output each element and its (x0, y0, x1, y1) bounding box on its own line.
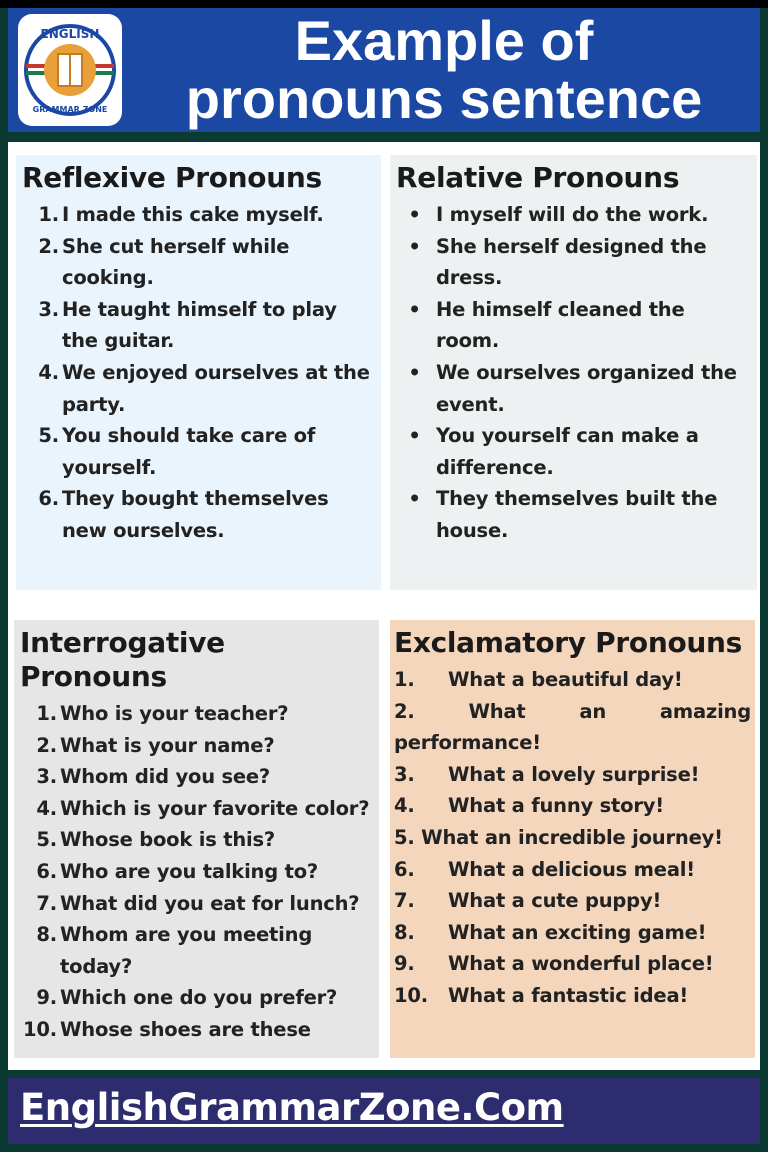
section-heading: Exclamatory Pronouns (394, 626, 743, 659)
item-text: What a cute puppy! (448, 889, 662, 913)
list-item (20, 982, 375, 1014)
item-text: What a funny story! (448, 794, 664, 818)
list-item (396, 231, 753, 294)
item-number: 4. (36, 796, 57, 820)
list-item (394, 759, 751, 791)
item-text: What a wonderful place! (448, 952, 714, 976)
item-number: 8. (394, 920, 415, 944)
list-item (20, 919, 375, 982)
item-text: Whose book is this? (60, 828, 276, 852)
item-number: 10. (23, 1017, 57, 1041)
list-item (22, 199, 377, 231)
list-item: 2. What an amazing performance! (394, 699, 751, 755)
list-item (396, 420, 753, 483)
list-item (20, 888, 375, 920)
list-item (394, 885, 751, 917)
item-number: • (408, 234, 421, 258)
list-item (20, 856, 375, 888)
item-number: 6. (36, 859, 57, 883)
item-text: What an exciting game! (448, 920, 707, 944)
item-text: What did you eat for lunch? (60, 891, 360, 915)
list-item (394, 917, 751, 949)
item-text: What is your name? (60, 733, 275, 757)
english-grammar-zone-logo (18, 14, 122, 126)
list-item (394, 854, 751, 886)
item-number: • (408, 297, 421, 321)
item-text: Which is your favorite color? (60, 796, 370, 820)
item-text: We enjoyed ourselves at the party. (62, 360, 370, 416)
title-line-2: pronouns sentence (185, 67, 703, 130)
item-text: She herself designed the dress. (436, 234, 707, 290)
item-text: I myself will do the work. (436, 203, 709, 226)
section-heading: Interrogative Pronouns (20, 626, 225, 693)
section-heading: Relative Pronouns (396, 161, 680, 194)
list-item (22, 420, 377, 483)
item-text: What a lovely surprise! (448, 762, 700, 786)
interrogative-panel (14, 620, 379, 1058)
list-item (22, 357, 377, 420)
reflexive-panel (16, 155, 381, 590)
list-item (396, 357, 753, 420)
list-item (20, 1014, 375, 1046)
list-item (20, 793, 375, 825)
item-number: • (408, 487, 421, 511)
list-item: 5. What an incredible journey! (394, 825, 723, 849)
list-item (394, 980, 751, 1012)
item-text: What a fantastic idea! (448, 983, 689, 1007)
title-line-1: Example of (294, 9, 594, 72)
list-item (22, 294, 377, 357)
svg-text:ENGLISH: ENGLISH (40, 27, 100, 41)
item-number: 3. (38, 297, 59, 321)
item-text: What a delicious meal! (448, 857, 695, 881)
item-number: 1. (38, 203, 59, 226)
item-text: What a beautiful day! (448, 668, 683, 691)
item-number: 2. (36, 733, 57, 757)
item-number: • (408, 424, 421, 448)
item-number: 4. (38, 360, 59, 384)
header-banner (8, 8, 760, 132)
item-text: I made this cake myself. (62, 203, 324, 226)
item-text: We ourselves organized the event. (436, 360, 737, 416)
item-number: 4. (394, 794, 415, 818)
item-number: 9. (36, 986, 57, 1010)
item-text: She cut herself while cooking. (62, 234, 290, 290)
list-item (396, 483, 753, 546)
section-heading: Reflexive Pronouns (22, 161, 322, 194)
item-number: 2. (38, 234, 59, 258)
list-item (20, 761, 375, 793)
item-number: 8. (36, 923, 57, 947)
relative-panel (390, 155, 757, 590)
item-number: 6. (394, 857, 415, 881)
item-number: 7. (394, 889, 415, 913)
item-number: 6. (38, 487, 59, 511)
item-text: Who is your teacher? (60, 702, 289, 725)
item-text: Which one do you prefer? (60, 986, 338, 1010)
item-text: You should take care of yourself. (62, 424, 316, 479)
item-number: 9. (394, 952, 415, 976)
list-item (22, 231, 377, 294)
item-number: • (408, 360, 421, 384)
list-item (394, 790, 751, 822)
item-text: He himself cleaned the room. (436, 297, 685, 353)
list-item (396, 294, 753, 357)
item-number: 5. (38, 424, 59, 448)
item-text: He taught himself to play the guitar. (62, 297, 337, 353)
item-number: 3. (394, 762, 415, 786)
list-item (20, 730, 375, 762)
item-number: 3. (36, 765, 57, 789)
svg-text:GRAMMAR ZONE: GRAMMAR ZONE (32, 105, 108, 114)
list-item (20, 824, 375, 856)
list-item (22, 483, 377, 546)
item-text: You yourself can make a difference. (436, 424, 699, 479)
list-item (394, 948, 751, 980)
item-number: 5. (36, 828, 57, 852)
item-number: 10. (394, 983, 428, 1007)
footer-banner (8, 1078, 760, 1144)
website-link[interactable]: EnglishGrammarZone.Com (20, 1086, 564, 1129)
item-text: They bought themselves new ourselves. (62, 487, 329, 542)
item-number: 1. (394, 668, 415, 691)
list-item (394, 664, 751, 696)
item-text: Who are you talking to? (60, 859, 319, 883)
item-text: Whom did you see? (60, 765, 271, 789)
item-text: Whose shoes are these (60, 1017, 311, 1041)
list-item (396, 199, 753, 231)
top-bar (0, 0, 768, 8)
item-text: They themselves built the house. (436, 487, 718, 542)
page-title (128, 8, 760, 128)
item-text: Whom are you meeting today? (60, 923, 313, 978)
item-number: 1. (36, 702, 57, 725)
list-item (20, 698, 375, 730)
exclamatory-panel (390, 620, 755, 1058)
item-number: 7. (36, 891, 57, 915)
item-number: • (408, 203, 421, 226)
